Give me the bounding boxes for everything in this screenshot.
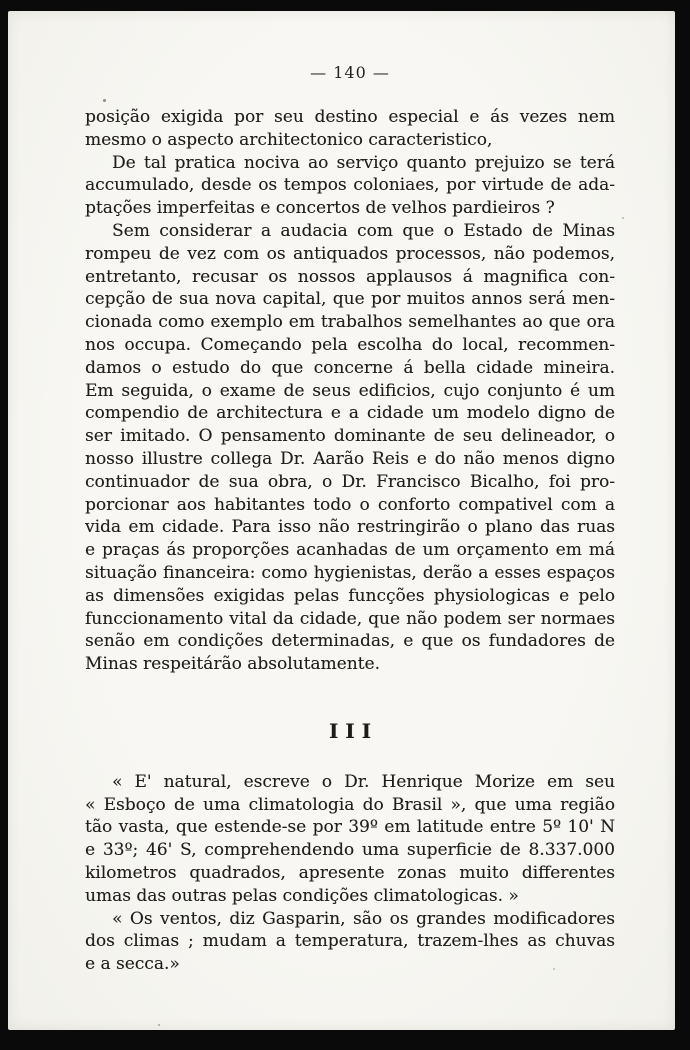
text-line: damos o estudo do que concerne á bella cidade mineira. (85, 357, 615, 378)
text-line: as dimensões exigidas pelas funcções physiologicas e pelo (85, 585, 615, 606)
book-page (8, 11, 675, 1030)
text-line: continuador de sua obra, o Dr. Francisco Bicalho, foi pro- (85, 471, 615, 492)
text-line: kilometros quadrados, apresente zonas muito differentes (85, 862, 615, 883)
text-line: « Os ventos, diz Gasparin, são os grandes modificadores (112, 908, 615, 929)
text-line: compendio de architectura e a cidade um modelo digno de (85, 403, 615, 424)
text-line: e a secca.» (85, 954, 180, 975)
text-line: tão vasta, que estende-se por 39º em latitude entre 5º 10' N (85, 817, 615, 838)
text-line: entretanto, recusar os nossos applausos á magnifica con- (85, 266, 615, 287)
text-block (85, 106, 615, 976)
scan-speck (103, 99, 106, 102)
paragraph-gasparin-quote (85, 908, 615, 976)
paragraph-morize-quote (85, 771, 615, 908)
text-line: ser imitado. O pensamento dominante de seu delineador, o (85, 426, 615, 447)
text-line: mesmo o aspecto architectonico caracteristico, (85, 129, 493, 150)
text-line: senão em condições determinadas, e que os fundadores de (85, 631, 615, 652)
text-line: e 33º; 46' S, comprehendendo uma superficie de 8.337.000 (85, 840, 615, 861)
paragraph-continuation (85, 106, 615, 152)
text-line: funccionamento vital da cidade, que não podem ser normaes (85, 608, 615, 629)
text-line: dos climas ; mudam a temperatura, trazem-lhes as chuvas (85, 931, 615, 952)
text-line: « Esboço de uma climatologia do Brasil », que uma região (85, 794, 615, 815)
text-line: ptações imperfeitas e concertos de velhos pardieiros ? (85, 198, 555, 219)
scan-speck (158, 1024, 160, 1026)
text-line: rompeu de vez com os antiquados processos, não podemos, (85, 243, 615, 264)
text-line: vida em cidade. Para isso não restringirão o plano das ruas (85, 517, 615, 538)
text-line: accumulado, desde os tempos coloniaes, por virtude de ada- (85, 175, 615, 196)
text-line: nos occupa. Começando pela escolha do local, recommen- (85, 334, 615, 355)
text-line: Sem considerar a audacia com que o Estado de Minas (112, 220, 615, 241)
text-line: situação financeira: como hygienistas, derão a esses espaços (85, 562, 615, 583)
text-line: nosso illustre collega Dr. Aarão Reis e do não menos digno (85, 448, 615, 469)
scan-speck (622, 217, 624, 219)
paragraph-estado-de-minas (85, 220, 615, 676)
text-line: « E' natural, escreve o Dr. Henrique Morize em seu (112, 771, 615, 792)
page-number: — 140 — (310, 63, 390, 82)
text-line: cionada como exemplo em trabalhos semelhantes ao que ora (85, 312, 615, 333)
text-line: porcionar aos habitantes todo o conforto compativel com a (85, 494, 615, 515)
text-line: Em seguida, o exame de seus edificios, cujo conjunto é um (85, 380, 615, 401)
paragraph-pratica-nociva (85, 152, 615, 220)
text-line: umas das outras pelas condições climatologicas. » (85, 885, 519, 906)
text-line: De tal pratica nociva ao serviço quanto prejuizo se terá (112, 152, 615, 173)
text-line: e praças ás proporções acanhadas de um orçamento em má (85, 540, 615, 561)
text-line: posição exigida por seu destino especial e ás vezes nem (85, 107, 615, 127)
section-heading: III (328, 718, 379, 743)
text-line: Minas respeitárão absolutamente. (85, 654, 380, 675)
text-line: cepção de sua nova capital, que por muitos annos será men- (85, 289, 615, 310)
